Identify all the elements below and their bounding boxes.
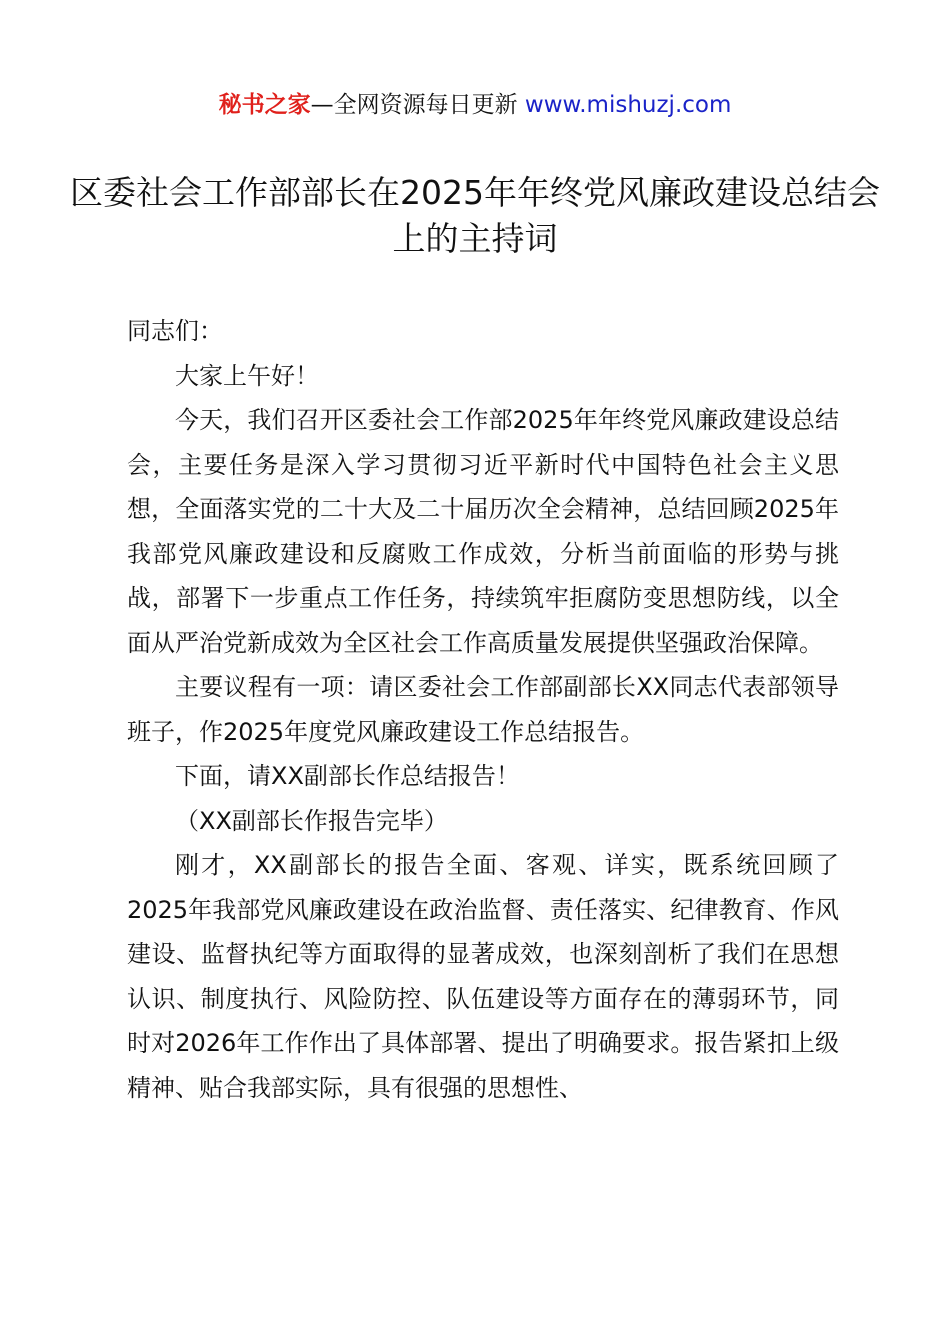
document-body: [127, 309, 839, 1110]
paragraph-report-review: 刚才，XX副部长的报告全面、客观、详实，既系统回顾了2025年我部党风廉政建设在政治监督、责任落实、纪律教育、作风建设、监督执纪等方面取得的显著成效，也深刻剖析了我们在思想认识、制度执行、风险防控、队伍建设等方面存在的薄弱环节，同时对2026年工作作出了具体部署、提出了明确要求。报告紧扣上级精神、贴合我部实际，具有很强的思想性、: [127, 851, 839, 1102]
site-tagline: —全网资源每日更新: [310, 92, 525, 118]
paragraph-meeting-purpose: 今天，我们召开区委社会工作部2025年年终党风廉政建设总结会，主要任务是深入学习贯彻习近平新时代中国特色社会主义思想，全面落实党的二十大及二十届历次全会精神，总结回顾2025年我部党风廉政建设和反腐败工作成效，分析当前面临的形势与挑战，部署下一步重点工作任务，持续筑牢拒腐防变思想防线，以全面从严治党新成效为全区社会工作高质量发展提供坚强政治保障。: [127, 406, 839, 657]
paragraph-stage-note: （XX副部长作报告完毕）: [175, 806, 448, 835]
paragraph-invitation: 下面，请XX副部长作总结报告！: [175, 762, 520, 790]
salutation: 同志们：: [127, 317, 223, 345]
paragraph-agenda: 主要议程有一项：请区委社会工作部副部长XX同志代表部领导班子，作2025年度党风廉政建设工作总结报告。: [127, 673, 839, 746]
paragraph-greeting: 大家上午好！: [175, 361, 319, 390]
document-title: 区委社会工作部部长在2025年年终党风廉政建设总结会上的主持词: [70, 173, 880, 258]
site-url-link[interactable]: www.mishuzj.com: [524, 92, 732, 118]
site-header: [0, 88, 950, 122]
site-brand: 秘书之家: [218, 92, 311, 118]
